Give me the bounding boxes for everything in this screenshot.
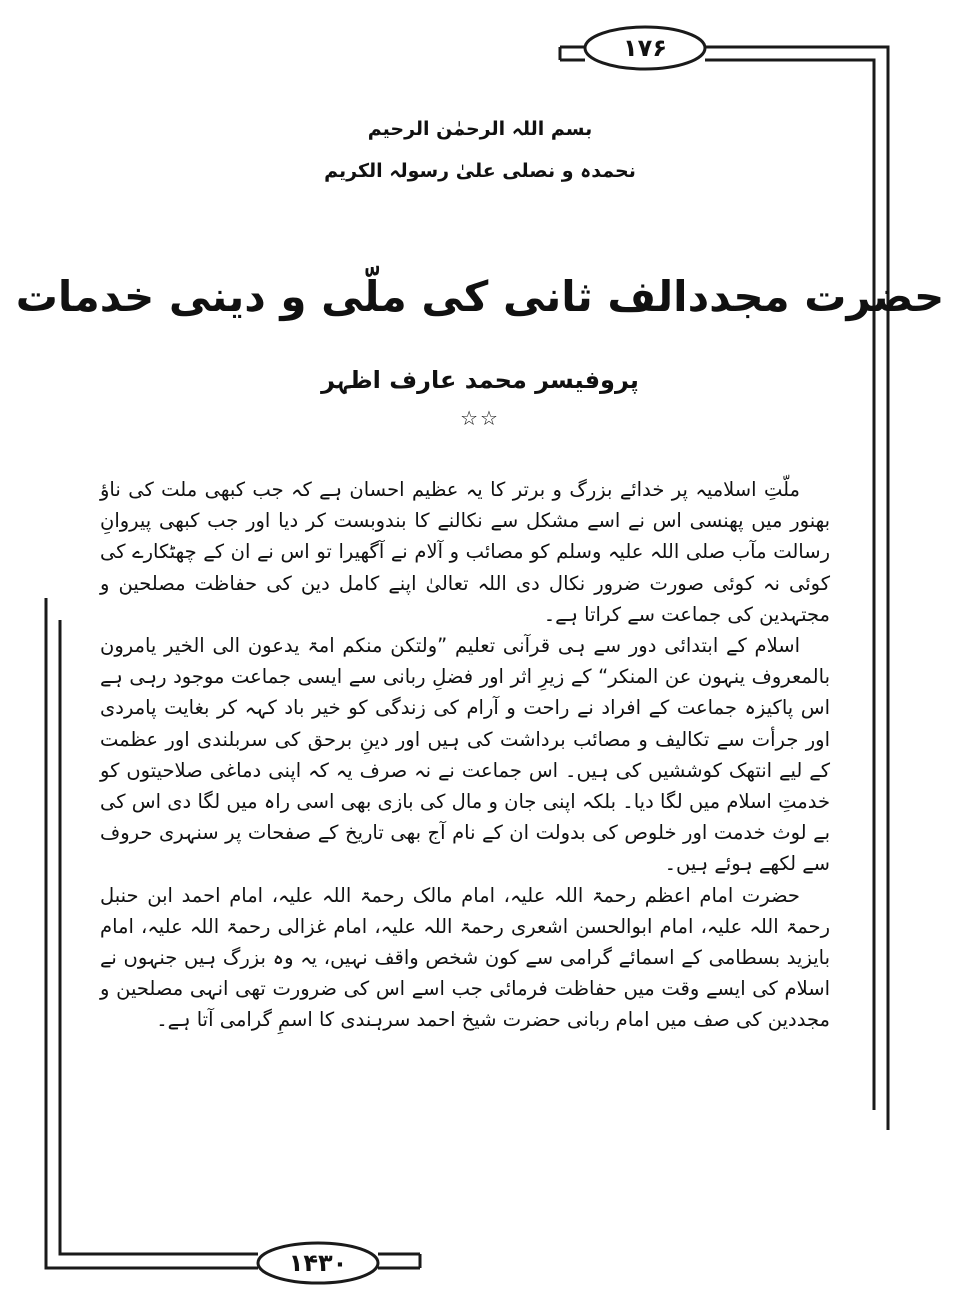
paragraph-2: اسلام کے ابتدائی دور سے ہی قرآنی تعلیم ”ولتکن منکم امۃ یدعون الی الخیر یامرون بالمعروف ینہون عن المنکر“ کے زیرِ اثر اور فضلِ ربانی سے ایسی جماعت موجود رہی ہے اس پاکیزہ جماعت کے افراد نے راحت و آرام کی زندگی کو خیر باد کہہ کر بغایت پامردی اور جرأت سے تکالیف و مصائب برداشت کی ہیں اور دینِ برحق کی سربلندی اور عظمت کے لیے انتھک کوششیں کی ہیں۔ اس جماعت نے نہ صرف یہ کہ اپنی دماغی صلاحیتوں کو خدمتِ اسلام میں لگا دیا۔ بلکہ اپنی جان و مال کی بازی بھی اسی راہ میں لگا دی اس کی بے لوث خدمت اور خلوص کی بدولت ان کے نام آج بھی تاریخ کے صفحات پر سنہری حروف سے لکھے ہوئے ہیں۔ bbox=[100, 634, 830, 876]
star-ornament: ☆☆ bbox=[460, 406, 500, 430]
bottom-page-number: ۱۴۳۰ bbox=[288, 1249, 348, 1277]
article-author: پروفیسر محمد عارف اظہر bbox=[321, 366, 639, 394]
bismillah: بسم اللہ الرحمٰن الرحیم bbox=[367, 118, 593, 140]
article-title: حضرت مجددالف ثانی کی ملّی و دینی خدمات bbox=[15, 272, 945, 321]
article-body bbox=[100, 474, 830, 1036]
paragraph-3: حضرت امام اعظم رحمۃ اللہ علیہ، امام مالک رحمۃ اللہ علیہ، امام احمد ابن حنبل رحمۃ اللہ علیہ، امام ابوالحسن اشعری رحمۃ اللہ علیہ، امام غزالی رحمۃ اللہ علیہ، امام بایزید بسطامی کے اسمائے گرامی سے کون شخص واقف نہیں، یہ وہ بزرگ ہیں جنہوں نے اسلام کی ایسے وقت میں حفاظت فرمائی جب اسے اس کی ضرورت تھی انہی مصلحین و مجددین کی صف میں امام ربانی حضرت شیخ احمد سرہندی کا اسمِ گرامی آتا ہے۔ bbox=[100, 883, 830, 1032]
paragraph-1: ملّتِ اسلامیہ پر خدائے بزرگ و برتر کا یہ عظیم احسان ہے کہ جب کبھی ملت کی ناؤ بھنور میں پھنسی اس نے اسے مشکل سے نکالنے کا بندوبست کر دیا اور جب کبھی پیروانِ رسالت مآب صلی اللہ علیہ وسلم کو مصائب و آلام نے آگھیرا تو اس نے ان کے چھٹکارے کی کوئی نہ کوئی صورت ضرور نکال دی اللہ تعالیٰ اپنے کامل دین کی حفاظت مصلحین و مجتہدین کی جماعت سے کراتا ہے۔ bbox=[100, 478, 830, 626]
top-page-number: ۱۷۶ bbox=[623, 34, 667, 62]
salutation: نحمدہ و نصلی علیٰ رسولہ الکریم bbox=[324, 160, 636, 182]
